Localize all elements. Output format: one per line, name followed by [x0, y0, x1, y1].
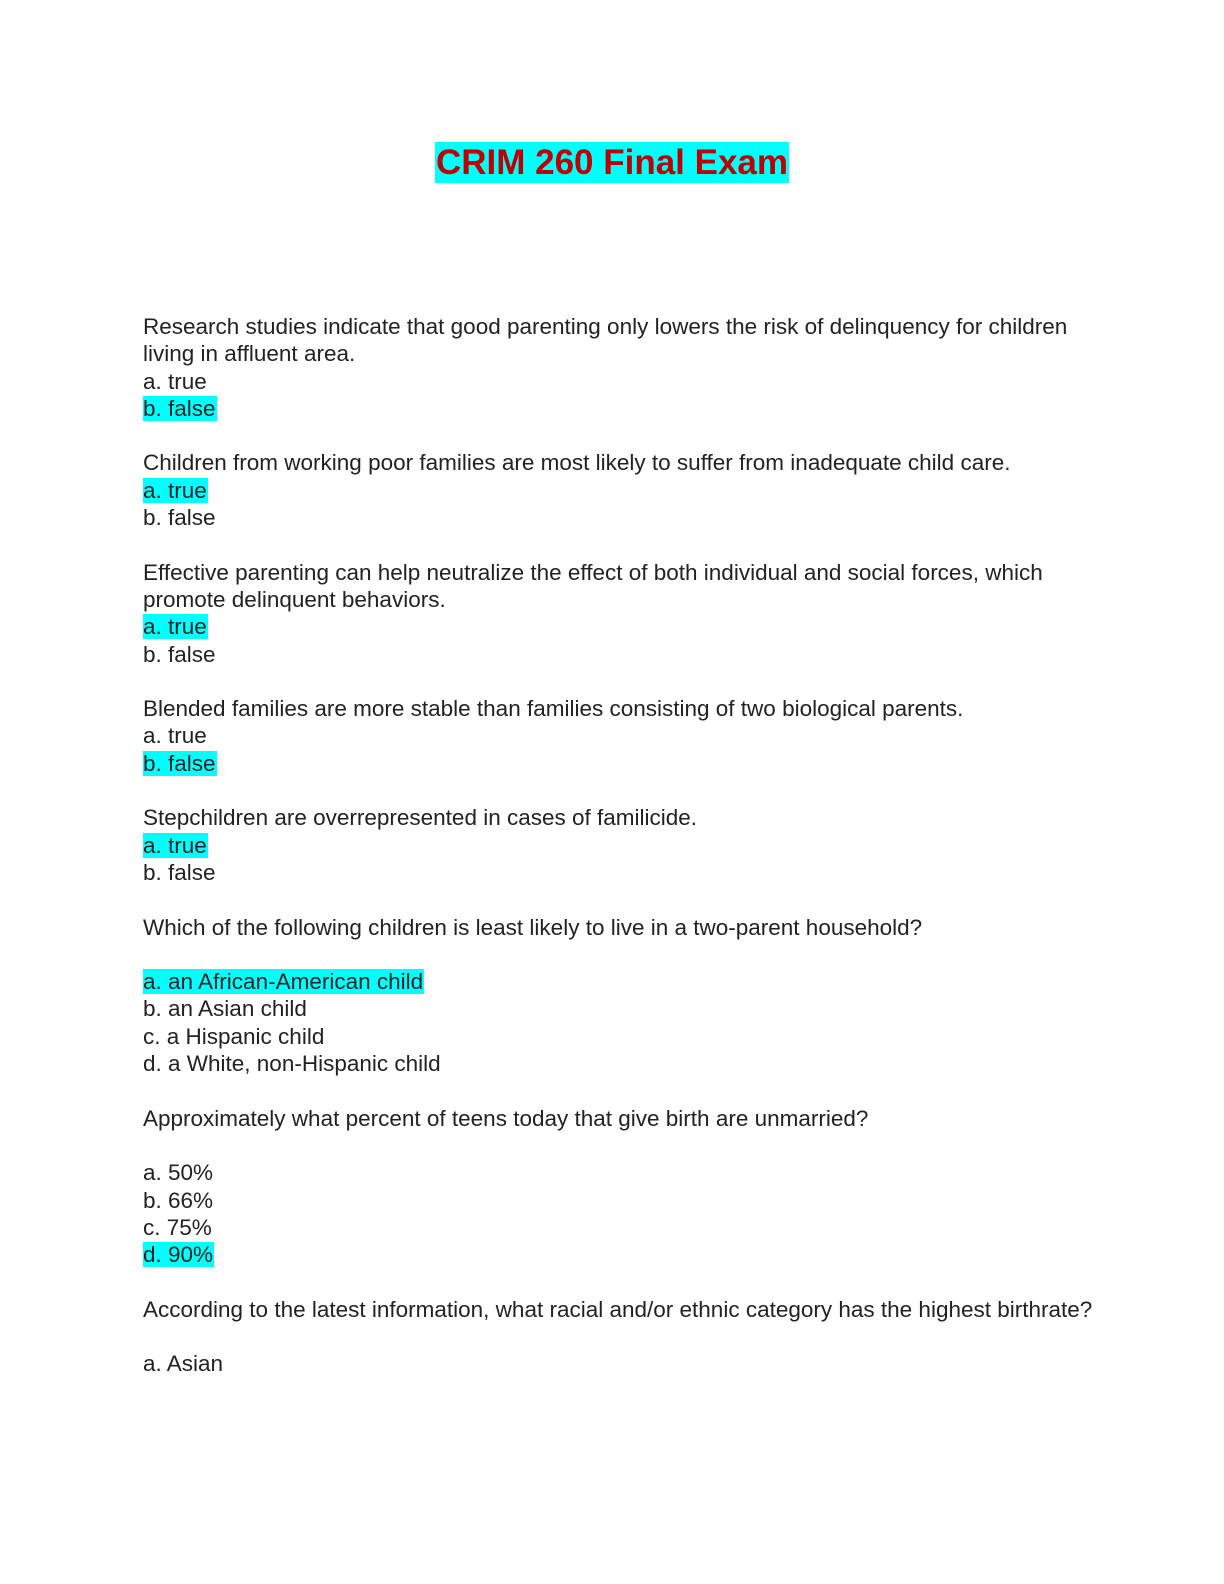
question-text: Blended families are more stable than families consisting of two biological parents.: [143, 696, 964, 722]
question-text: According to the latest information, what racial and/or ethnic category has the highest birthrate?: [143, 1296, 1093, 1322]
question-3: [143, 559, 1103, 668]
question-4: [143, 695, 1103, 777]
option-a-highlighted: a. true: [143, 477, 207, 503]
option-a: a. Asian: [143, 1351, 224, 1377]
question-1: [143, 313, 1103, 422]
option-c: c. 75%: [143, 1214, 212, 1240]
option-a: a. 50%: [143, 1160, 214, 1186]
question-text: Children from working poor families are most likely to suffer from inadequate child care.: [143, 450, 1011, 476]
option-d-highlighted: d. 90%: [143, 1242, 214, 1268]
option-a: a. true: [143, 723, 207, 749]
question-5: [143, 804, 1103, 886]
option-b-highlighted: b. false: [143, 750, 216, 776]
option-b: b. 66%: [143, 1187, 214, 1213]
title-wrap: [0, 142, 1224, 183]
option-a-highlighted: a. an African-American child: [143, 969, 424, 995]
option-a: a. true: [143, 368, 207, 394]
question-text: Research studies indicate that good parenting only lowers the risk of delinquency for children living in affluent area.: [143, 314, 1068, 367]
option-c: c. a Hispanic child: [143, 1023, 325, 1049]
option-a-highlighted: a. true: [143, 614, 207, 640]
option-a-highlighted: a. true: [143, 832, 207, 858]
question-8: [143, 1296, 1103, 1378]
question-text: Approximately what percent of teens today that give birth are unmarried?: [143, 1105, 869, 1131]
option-b: b. false: [143, 641, 216, 667]
option-b: b. false: [143, 859, 216, 885]
blank-line: [143, 941, 1103, 968]
question-6: [143, 914, 1103, 1078]
question-2: [143, 449, 1103, 531]
option-b: b. false: [143, 505, 216, 531]
question-text: Effective parenting can help neutralize the effect of both individual and social forces, which promote delinquent behaviors.: [143, 559, 1043, 612]
page-title: CRIM 260 Final Exam: [435, 143, 789, 182]
option-b-highlighted: b. false: [143, 395, 216, 421]
blank-line: [143, 1132, 1103, 1159]
question-text: Which of the following children is least likely to live in a two-parent household?: [143, 914, 923, 940]
question-list: [143, 313, 1103, 1405]
option-d: d. a White, non-Hispanic child: [143, 1051, 441, 1077]
option-b: b. an Asian child: [143, 996, 307, 1022]
question-text: Stepchildren are overrepresented in cases of familicide.: [143, 805, 698, 831]
blank-line: [143, 1323, 1103, 1350]
question-7: [143, 1105, 1103, 1269]
